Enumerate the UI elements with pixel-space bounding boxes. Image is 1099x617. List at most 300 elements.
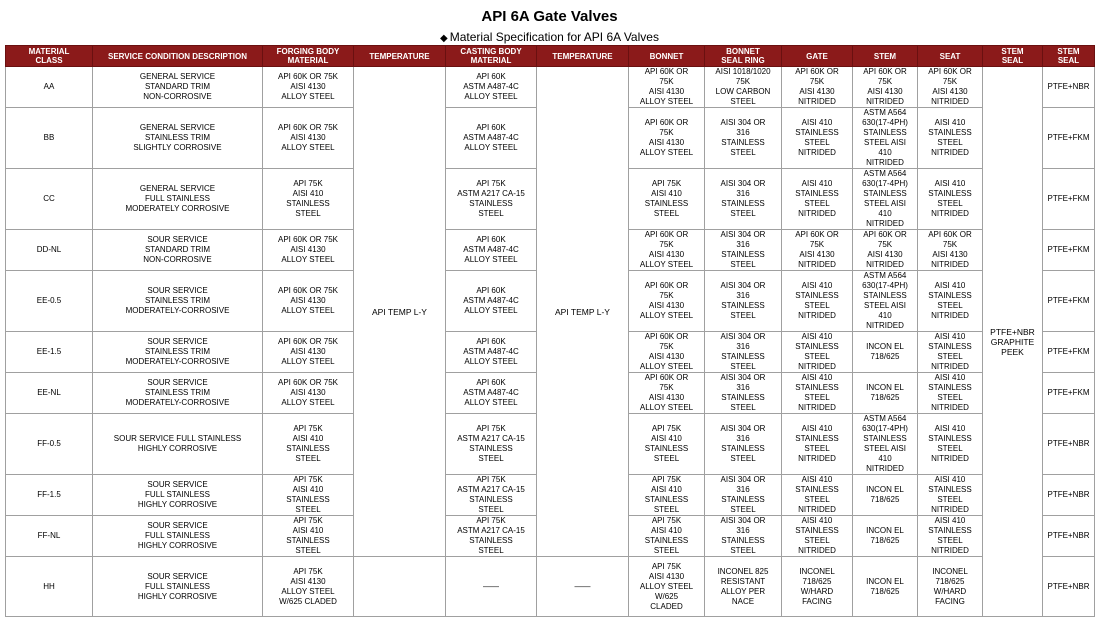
- cell-line: STEEL: [653, 209, 680, 218]
- cell-line: ASTM A217 CA-15: [457, 526, 525, 535]
- cell-line: NITRIDED: [866, 260, 904, 269]
- cell-line: 75K: [942, 77, 958, 86]
- cell-line: API 60K OR: [644, 332, 689, 341]
- cell-line: ——: [483, 581, 499, 591]
- cell-line: ALLOY STEEL: [281, 357, 335, 366]
- cell-gate: [782, 557, 853, 617]
- cell-line: 630(17-4PH): [862, 281, 908, 290]
- cell-casting-body: [446, 169, 537, 230]
- cell-line: EE-0.5: [36, 296, 62, 305]
- header-casting-body-material: [446, 46, 537, 67]
- cell-line: API 60K: [476, 72, 506, 81]
- cell-bonnet-seal-ring: [705, 230, 782, 271]
- cell-line: NITRIDED: [798, 546, 836, 555]
- cell-line: API 60K OR: [644, 118, 689, 127]
- cell-line: AISI 304 OR: [720, 332, 766, 341]
- cell-line: STEEL: [804, 138, 830, 147]
- cell-line: ALLOY STEEL: [281, 255, 335, 264]
- cell-line: 316: [736, 291, 750, 300]
- cell-stem: [853, 67, 918, 108]
- cell-gate: [782, 230, 853, 271]
- cell-line: STAINLESS: [469, 495, 513, 504]
- cell-line: AISI 410: [651, 485, 682, 494]
- cell-line: MODERATELY CORROSIVE: [125, 204, 230, 213]
- cell-line: FACING: [802, 596, 832, 606]
- cell-line: 410: [878, 209, 892, 218]
- cell-line: SOUR SERVICE: [147, 480, 208, 489]
- subtitle-text: Material Specification for API 6A Valves: [449, 30, 659, 44]
- cell-forging-body: [263, 169, 354, 230]
- cell-line: ASTM A217 CA-15: [457, 189, 525, 198]
- cell-line: 718/625: [870, 495, 900, 504]
- cell-line: CLADED: [650, 601, 683, 611]
- cell-line: NITRIDED: [866, 97, 904, 106]
- cell-line: MATERIAL: [287, 56, 329, 65]
- cell-service-condition: [93, 475, 263, 516]
- cell-line: STAINLESS: [928, 128, 972, 137]
- cell-forging-temperature-empty: [354, 557, 446, 617]
- cell-gate: [782, 332, 853, 373]
- cell-bonnet-seal-ring: [705, 169, 782, 230]
- cell-line: GENERAL SERVICE: [139, 123, 216, 132]
- cell-line: ASTM A487-4C: [463, 347, 519, 356]
- cell-line: STAINLESS: [928, 526, 972, 535]
- cell-line: STANDARD TRIM: [144, 245, 211, 254]
- cell-line: ASTM A564: [863, 169, 907, 178]
- cell-line: STEEL: [730, 505, 756, 514]
- cell-line: AA: [43, 82, 55, 91]
- cell-material-class: [6, 108, 93, 169]
- cell-line: FULL STAINLESS: [145, 194, 210, 203]
- table-header-row: [6, 46, 1095, 67]
- cell-bonnet: [629, 516, 705, 557]
- cell-stem-seal: [983, 67, 1043, 617]
- cell-line: HH: [43, 581, 55, 591]
- cell-line: 410: [878, 311, 892, 320]
- cell-line: BB: [43, 133, 55, 142]
- cell-line: NITRIDED: [931, 403, 969, 412]
- cell-line: 316: [736, 342, 750, 351]
- cell-stem: [853, 557, 918, 617]
- cell-line: 316: [736, 383, 750, 392]
- cell-line: AISI 410: [934, 281, 966, 290]
- cell-line: GENERAL SERVICE: [139, 72, 216, 81]
- cell-stem: [853, 230, 918, 271]
- cell-bonnet: [629, 230, 705, 271]
- cell-casting-body: [446, 516, 537, 557]
- cell-material-class: [6, 414, 93, 475]
- cell-line: API 60K OR 75K: [277, 235, 339, 244]
- cell-seat: [918, 230, 983, 271]
- cell-line: API 60K: [476, 378, 506, 387]
- cell-line: STEEL: [804, 536, 830, 545]
- cell-line: NITRIDED: [931, 311, 969, 320]
- cell-line: AISI 4130: [290, 245, 326, 254]
- cell-line: STAINLESS: [795, 383, 839, 392]
- table-body: [6, 67, 1095, 617]
- cell-line: 75K: [942, 240, 958, 249]
- cell-line: 718/625: [802, 576, 832, 586]
- material-spec-table: [5, 45, 1095, 617]
- cell-line: NACE: [731, 596, 755, 606]
- cell-line: AISI 4130: [290, 576, 326, 586]
- cell-line: STAINLESS: [286, 444, 330, 453]
- cell-line: AISI 4130: [932, 87, 968, 96]
- cell-gate: [782, 271, 853, 332]
- cell-line: STAINLESS: [721, 495, 765, 504]
- cell-line: AISI 410: [801, 118, 833, 127]
- cell-line: API 60K OR: [863, 230, 907, 239]
- cell-line: SOUR SERVICE: [147, 286, 208, 295]
- cell-line: NITRIDED: [866, 321, 904, 330]
- cell-gate: [782, 169, 853, 230]
- cell-line: AISI 410: [934, 475, 966, 484]
- cell-line: NITRIDED: [931, 546, 969, 555]
- cell-bonnet-seal-ring: [705, 271, 782, 332]
- cell-stem: [853, 516, 918, 557]
- cell-seat: [918, 557, 983, 617]
- cell-line: STAINLESS: [863, 434, 907, 443]
- cell-line: AISI 304 OR: [720, 516, 766, 525]
- cell-line: SOUR SERVICE: [147, 337, 208, 346]
- cell-line: TEMPERATURE: [552, 51, 613, 61]
- cell-line: STAINLESS: [863, 291, 907, 300]
- cell-line: PTFE+FKM: [1047, 194, 1090, 203]
- cell-casting-body: [446, 108, 537, 169]
- cell-line: STAINLESS TRIM: [144, 296, 211, 305]
- header-bonnet: [629, 46, 705, 67]
- cell-gate: [782, 414, 853, 475]
- cell-line: STEEL AISI: [864, 444, 906, 453]
- cell-line: AISI 304 OR: [720, 424, 766, 433]
- cell-line: STEM: [1001, 47, 1024, 56]
- cell-line: STEEL: [937, 352, 963, 361]
- cell-line: SOUR SERVICE: [147, 521, 208, 530]
- cell-line: API 75K: [476, 179, 506, 188]
- cell-bonnet: [629, 271, 705, 332]
- cell-line: API 60K OR: [644, 373, 689, 382]
- cell-line: AISI 410: [934, 118, 966, 127]
- cell-stem-seal-2: [1043, 169, 1095, 230]
- cell-line: AISI 410: [801, 281, 833, 290]
- cell-line: STAINLESS: [795, 189, 839, 198]
- cell-line: 75K: [659, 240, 674, 249]
- cell-line: API 60K: [476, 337, 506, 346]
- cell-line: NITRIDED: [931, 209, 969, 218]
- cell-line: API 60K: [476, 235, 506, 244]
- cell-line: 630(17-4PH): [862, 424, 908, 433]
- cell-bonnet: [629, 67, 705, 108]
- cell-casting-body: [446, 271, 537, 332]
- cell-line: STEEL: [730, 148, 756, 157]
- cell-stem: [853, 475, 918, 516]
- cell-line: API 75K: [293, 516, 323, 525]
- cell-line: ASTM A487-4C: [463, 296, 519, 305]
- cell-bonnet: [629, 414, 705, 475]
- cell-line: API 75K: [651, 179, 682, 188]
- cell-forging-body: [263, 230, 354, 271]
- cell-service-condition: [93, 516, 263, 557]
- cell-line: STAINLESS: [863, 189, 907, 198]
- cell-bonnet: [629, 557, 705, 617]
- cell-line: STEEL: [653, 454, 680, 463]
- cell-line: AISI 410: [801, 516, 833, 525]
- cell-line: 75K: [659, 291, 674, 300]
- cell-line: AISI 4130: [648, 138, 685, 147]
- cell-line: W/HARD: [800, 586, 834, 596]
- cell-line: 718/625: [870, 586, 900, 596]
- cell-line: INCON EL: [866, 383, 904, 392]
- cell-line: AISI 4130: [867, 87, 903, 96]
- table-row: [6, 67, 1095, 108]
- cell-stem-seal-2: [1043, 475, 1095, 516]
- cell-line: STAINLESS: [721, 250, 765, 259]
- cell-line: STAINLESS: [286, 536, 330, 545]
- cell-bonnet-seal-ring: [705, 373, 782, 414]
- cell-line: AISI 410: [934, 373, 966, 382]
- cell-line: API 60K OR 75K: [277, 337, 339, 346]
- cell-line: STAINLESS: [721, 301, 765, 310]
- cell-line: NITRIDED: [931, 362, 969, 371]
- cell-line: 75K: [659, 342, 674, 351]
- cell-line: FF-1.5: [37, 490, 61, 499]
- cell-line: NITRIDED: [798, 311, 836, 320]
- cell-line: AISI 4130: [290, 347, 326, 356]
- cell-line: STEEL: [937, 393, 963, 402]
- cell-bonnet-seal-ring: [705, 414, 782, 475]
- page-subtitle: [0, 30, 1099, 44]
- cell-casting-body: [446, 67, 537, 108]
- cell-material-class: [6, 475, 93, 516]
- cell-line: AISI 4130: [799, 250, 835, 259]
- header-stem: [853, 46, 918, 67]
- cell-line: STAINLESS: [928, 485, 972, 494]
- cell-seat: [918, 373, 983, 414]
- cell-line: AISI 410: [801, 373, 833, 382]
- cell-casting-body: [446, 373, 537, 414]
- cell-line: PTFE+NBR: [990, 326, 1035, 337]
- cell-line: ALLOY STEEL: [281, 143, 335, 152]
- cell-line: STEEL: [730, 209, 756, 218]
- cell-bonnet: [629, 373, 705, 414]
- cell-line: AISI 410: [801, 332, 833, 341]
- cell-line: FULL STAINLESS: [145, 490, 210, 499]
- cell-line: AISI 4130: [648, 571, 685, 581]
- cell-line: GRAPHITE: [990, 336, 1035, 347]
- cell-line: STAINLESS: [286, 495, 330, 504]
- cell-line: STEEL AISI: [864, 138, 906, 147]
- cell-line: PTFE+FKM: [1047, 133, 1090, 142]
- cell-line: STAINLESS: [795, 342, 839, 351]
- cell-line: FULL STAINLESS: [145, 531, 210, 540]
- cell-stem-seal-2: [1043, 67, 1095, 108]
- cell-line: AISI 410: [292, 526, 324, 535]
- cell-line: STEEL: [730, 362, 756, 371]
- cell-line: 316: [736, 434, 750, 443]
- cell-material-class: [6, 557, 93, 617]
- cell-line: STAINLESS: [721, 199, 765, 208]
- cell-bonnet-seal-ring: [705, 557, 782, 617]
- cell-line: ALLOY STEEL: [464, 357, 518, 366]
- cell-line: NITRIDED: [798, 148, 836, 157]
- cell-line: INCON EL: [866, 576, 904, 586]
- cell-stem: [853, 108, 918, 169]
- cell-line: API 60K OR 75K: [277, 286, 339, 295]
- cell-seat: [918, 271, 983, 332]
- cell-line: STEEL: [653, 546, 680, 555]
- cell-line: STEM: [1057, 47, 1080, 56]
- header-seat: [918, 46, 983, 67]
- cell-service-condition: [93, 373, 263, 414]
- page-title: API 6A Gate Valves: [481, 8, 618, 25]
- cell-line: API 60K: [476, 123, 506, 132]
- cell-line: ALLOY STEEL: [464, 92, 518, 101]
- cell-line: GENERAL SERVICE: [139, 184, 216, 193]
- cell-line: NITRIDED: [798, 362, 836, 371]
- cell-stem-seal-2: [1043, 414, 1095, 475]
- cell-line: STAINLESS: [644, 199, 689, 208]
- cell-line: AISI 304 OR: [720, 373, 766, 382]
- cell-line: AISI 410: [651, 189, 682, 198]
- cell-forging-body: [263, 67, 354, 108]
- cell-line: 410: [878, 454, 892, 463]
- cell-seat: [918, 475, 983, 516]
- cell-line: API 60K OR: [795, 230, 839, 239]
- cell-line: 75K: [877, 240, 893, 249]
- cell-line: AISI 4130: [290, 82, 326, 91]
- cell-line: HIGHLY CORROSIVE: [137, 500, 218, 509]
- cell-line: API 75K: [476, 424, 506, 433]
- cell-line: BONNET: [726, 47, 760, 56]
- cell-line: NITRIDED: [866, 219, 904, 228]
- cell-casting-body: [446, 475, 537, 516]
- cell-forging-body: [263, 373, 354, 414]
- cell-line: API 75K: [293, 566, 323, 576]
- cell-line: FF-0.5: [37, 439, 61, 448]
- cell-line: W/HARD: [933, 586, 967, 596]
- cell-line: API TEMP L-Y: [372, 306, 427, 317]
- cell-casting-body: [446, 230, 537, 271]
- cell-line: FACING: [935, 596, 965, 606]
- diamond-bullet-icon: ◆: [440, 33, 448, 44]
- cell-line: 718/625: [870, 393, 900, 402]
- cell-stem-seal-2: [1043, 230, 1095, 271]
- cell-line: API 75K: [476, 475, 506, 484]
- cell-forging-body: [263, 271, 354, 332]
- cell-line: STEEL: [937, 138, 963, 147]
- cell-line: AISI 410: [292, 485, 324, 494]
- cell-line: STEEL: [730, 546, 756, 555]
- cell-line: LOW CARBON: [715, 87, 771, 96]
- cell-line: 75K: [659, 383, 674, 392]
- cell-service-condition: [93, 108, 263, 169]
- cell-line: INCONEL 825: [717, 566, 769, 576]
- cell-line: ALLOY STEEL: [464, 306, 518, 315]
- cell-material-class: [6, 332, 93, 373]
- cell-line: MODERATELY-CORROSIVE: [125, 306, 230, 315]
- cell-line: AISI 410: [651, 526, 682, 535]
- cell-line: API 60K OR: [644, 67, 689, 76]
- cell-line: NON-CORROSIVE: [143, 92, 212, 101]
- cell-line: STEEL: [937, 199, 963, 208]
- cell-line: 718/625: [870, 536, 900, 545]
- cell-line: STAINLESS: [795, 291, 839, 300]
- cell-line: AISI 304 OR: [720, 118, 766, 127]
- cell-material-class: [6, 169, 93, 230]
- cell-line: STEEL: [730, 311, 756, 320]
- cell-line: AISI 4130: [290, 133, 326, 142]
- cell-line: API 60K OR: [928, 230, 972, 239]
- cell-line: PEEK: [1001, 346, 1024, 357]
- cell-bonnet: [629, 108, 705, 169]
- cell-line: GATE: [806, 51, 828, 61]
- cell-line: STAINLESS TRIM: [144, 388, 211, 397]
- cell-line: STEEL AISI: [864, 301, 906, 310]
- cell-line: STEEL: [804, 352, 830, 361]
- table-row: [6, 557, 1095, 617]
- cell-line: ALLOY STEEL: [281, 586, 335, 596]
- cell-line: BONNET: [649, 51, 684, 61]
- cell-line: 630(17-4PH): [862, 118, 908, 127]
- cell-line: W/625: [654, 591, 679, 601]
- cell-line: AISI 410: [801, 179, 833, 188]
- cell-material-class: [6, 67, 93, 108]
- cell-line: NITRIDED: [798, 97, 836, 106]
- cell-line: AISI 4130: [648, 250, 685, 259]
- cell-line: ASTM A217 CA-15: [457, 434, 525, 443]
- cell-line: STAINLESS: [644, 495, 689, 504]
- cell-line: SOUR SERVICE: [147, 378, 208, 387]
- cell-line: SEAL: [1001, 56, 1024, 65]
- cell-gate: [782, 516, 853, 557]
- cell-line: ASTM A564: [863, 271, 907, 280]
- header-stem-seal-2: [1043, 46, 1095, 67]
- cell-line: DD-NL: [36, 245, 62, 254]
- cell-bonnet: [629, 169, 705, 230]
- cell-line: NITRIDED: [931, 454, 969, 463]
- cell-line: 316: [736, 240, 750, 249]
- cell-line: STAINLESS: [928, 383, 972, 392]
- cell-line: ALLOY STEEL: [281, 92, 335, 101]
- cell-line: API 60K: [476, 286, 506, 295]
- cell-line: AISI 410: [934, 179, 966, 188]
- cell-line: NITRIDED: [931, 260, 969, 269]
- cell-line: API 60K OR: [644, 281, 689, 290]
- cell-line: ASTM A217 CA-15: [457, 485, 525, 494]
- cell-forging-body: [263, 475, 354, 516]
- cell-line: STEEL: [478, 546, 504, 555]
- cell-gate: [782, 67, 853, 108]
- cell-line: STEEL: [804, 301, 830, 310]
- cell-line: STAINLESS: [795, 128, 839, 137]
- cell-line: INCON EL: [866, 342, 904, 351]
- cell-seat: [918, 108, 983, 169]
- cell-line: API TEMP L-Y: [555, 306, 610, 317]
- cell-line: PTFE+FKM: [1047, 296, 1090, 305]
- cell-service-condition: [93, 169, 263, 230]
- cell-line: SERVICE CONDITION DESCRIPTION: [108, 51, 247, 61]
- cell-line: STAINLESS: [928, 189, 972, 198]
- cell-forging-body: [263, 557, 354, 617]
- cell-line: FORGING BODY: [276, 47, 340, 56]
- cell-service-condition: [93, 557, 263, 617]
- header-service-condition: [93, 46, 263, 67]
- header-forging-body-material: [263, 46, 354, 67]
- cell-line: STAINLESS: [286, 199, 330, 208]
- cell-line: MODERATELY-CORROSIVE: [125, 398, 230, 407]
- cell-service-condition: [93, 271, 263, 332]
- cell-service-condition: [93, 67, 263, 108]
